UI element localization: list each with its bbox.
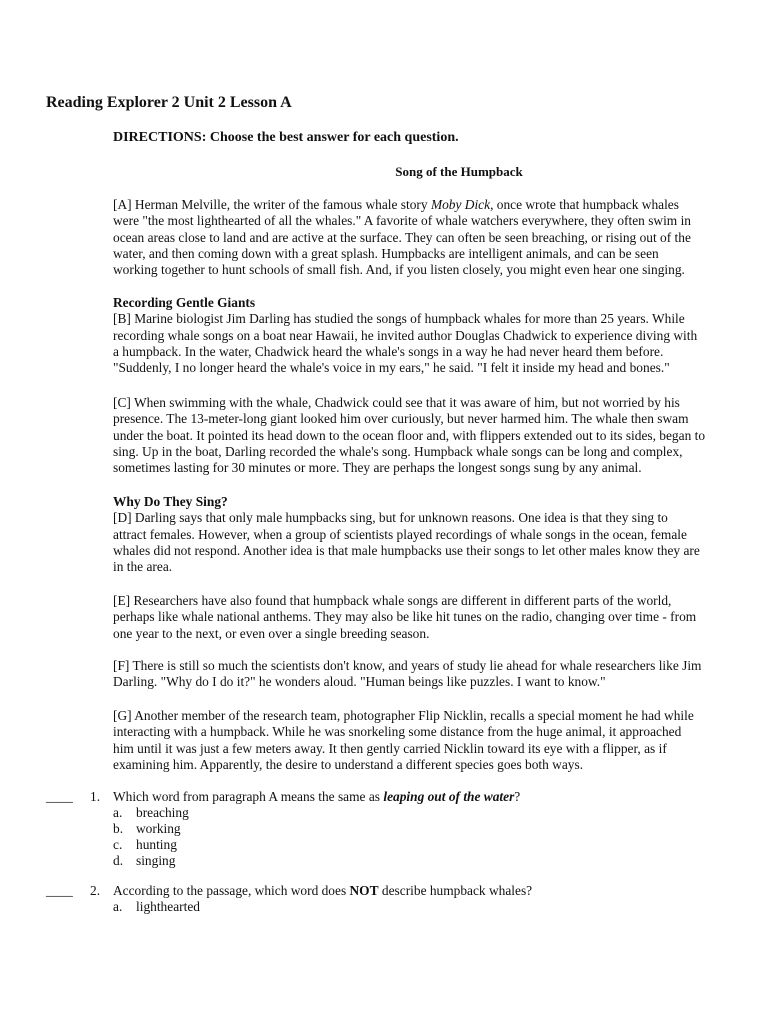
paragraph-line: working together to hunt schools of small fish. And, if you listen closely, you might even hear one singing. bbox=[113, 262, 685, 278]
book-title: Moby Dick bbox=[430, 197, 491, 212]
answer-option-b[interactable]: b. working bbox=[113, 821, 181, 836]
paragraph-line: sometimes lasting for 30 minutes or more. They are perhaps the longest songs sung by any animal. bbox=[113, 460, 642, 476]
document-title: Reading Explorer 2 Unit 2 Lesson A bbox=[46, 94, 292, 111]
paragraph-line: whales did not respond. Another idea is that male humpbacks use their songs to let other males know they are bbox=[113, 542, 700, 558]
paragraph-c bbox=[113, 395, 728, 476]
paragraph-line: a humpback. In the water, Chadwick heard the whale's songs in a way he had never heard them before. bbox=[113, 343, 664, 359]
question-number: 1. bbox=[90, 789, 101, 804]
paragraph-line: recording whale songs on a boat near Hawaii, he invited author Douglas Chadwick to experience diving with bbox=[113, 327, 698, 343]
answer-option-d[interactable]: d. singing bbox=[113, 853, 176, 868]
paragraph-g bbox=[113, 708, 728, 773]
paragraph-line: him until it was just a few meters away. It then gently carried Nicklin toward its eye with a flipper, as if bbox=[113, 740, 667, 756]
paragraph-line: [F] There is still so much the scientists don't know, and years of study lie ahead for whale researchers like Jim bbox=[113, 658, 702, 673]
paragraph-line: [E] Researchers have also found that humpback whale songs are different in different parts of the world, bbox=[113, 593, 672, 608]
answer-option-a[interactable]: a. lighthearted bbox=[113, 899, 200, 914]
paragraph-b bbox=[113, 295, 728, 376]
paragraph-line: [A] Herman Melville, the writer of the famous whale story Moby Dick, once wrote that humpback whales bbox=[113, 197, 679, 212]
section-heading: Why Do They Sing? bbox=[113, 494, 228, 509]
directions: DIRECTIONS: Choose the best answer for each question. bbox=[113, 130, 459, 145]
paragraph-line: interacting with a humpback. While he was snorkeling some distance from the huge animal, it approached bbox=[113, 724, 682, 740]
paragraph-line: perhaps like whale national anthems. They may also be like hit tunes on the radio, changing over time - from bbox=[113, 609, 697, 625]
emphasized-word: NOT bbox=[349, 883, 379, 898]
paragraph-line: [G] Another member of the research team, photographer Flip Nicklin, recalls a special moment he had while bbox=[113, 708, 694, 723]
paragraph-line: water, and then coming down with a great splash. Humpbacks are intelligent animals, and can be seen bbox=[113, 245, 659, 261]
paragraph-line: in the area. bbox=[113, 559, 173, 575]
paragraph-line: ocean areas close to land and are active at the surface. They can often be seen breaching, or rising out of the bbox=[113, 229, 691, 245]
paragraph-line: [C] When swimming with the whale, Chadwick could see that it was aware of him, but not worried by his bbox=[113, 395, 680, 410]
answer-option-a[interactable]: a. breaching bbox=[113, 805, 189, 820]
paragraph-line: "Suddenly, I no longer heard the whale's voice in my ears," he said. "I felt it inside my head and bones." bbox=[113, 360, 670, 376]
paragraph-line: attract females. However, when a group of scientists played recordings of whale songs in the ocean, female bbox=[113, 526, 687, 542]
paragraph-e bbox=[113, 593, 728, 642]
answer-blank[interactable]: ____ bbox=[46, 789, 73, 804]
question-text: According to the passage, which word does NOT describe humpback whales? bbox=[113, 883, 533, 898]
paragraph-line: were "the most lighthearted of all the whales." A favorite of whale watchers everywhere, they often swim in bbox=[113, 213, 691, 229]
paragraph-line: Darling. "Why do I do it?" he wonders aloud. "Human beings like puzzles. I want to know." bbox=[113, 674, 606, 690]
paragraph-f bbox=[113, 658, 728, 691]
paragraph-d bbox=[113, 494, 728, 575]
answer-blank[interactable]: ____ bbox=[46, 883, 73, 898]
paragraph-line: examining him. Apparently, the desire to understand a different species goes both ways. bbox=[113, 756, 584, 772]
paragraph-line: sing. Up in the boat, Darling recorded the whale's song. Humpback whale songs can be long and complex, bbox=[113, 443, 683, 459]
question-number: 2. bbox=[90, 883, 101, 898]
answer-option-c[interactable]: c. hunting bbox=[113, 837, 177, 852]
paragraph-line: presence. The 13-meter-long giant looked him over curiously, but never harmed him. The whale then swam bbox=[113, 411, 689, 427]
paragraph-line: one year to the next, or even over a single breeding season. bbox=[113, 625, 430, 641]
paragraph-line: under the boat. It pointed its head down to the ocean floor and, with flippers extended out to its sides, began to bbox=[113, 427, 706, 443]
passage-title: Song of the Humpback bbox=[395, 164, 523, 179]
paragraph-line: [B] Marine biologist Jim Darling has studied the songs of humpback whales for more than 25 years. While bbox=[113, 311, 685, 327]
emphasized-phrase: leaping out of the water bbox=[383, 789, 515, 804]
question-text: Which word from paragraph A means the same as leaping out of the water? bbox=[113, 789, 521, 804]
paragraph-line: [D] Darling says that only male humpbacks sing, but for unknown reasons. One idea is that they sing to bbox=[113, 510, 668, 526]
section-heading: Recording Gentle Giants bbox=[113, 295, 256, 310]
paragraph-a bbox=[113, 197, 728, 278]
